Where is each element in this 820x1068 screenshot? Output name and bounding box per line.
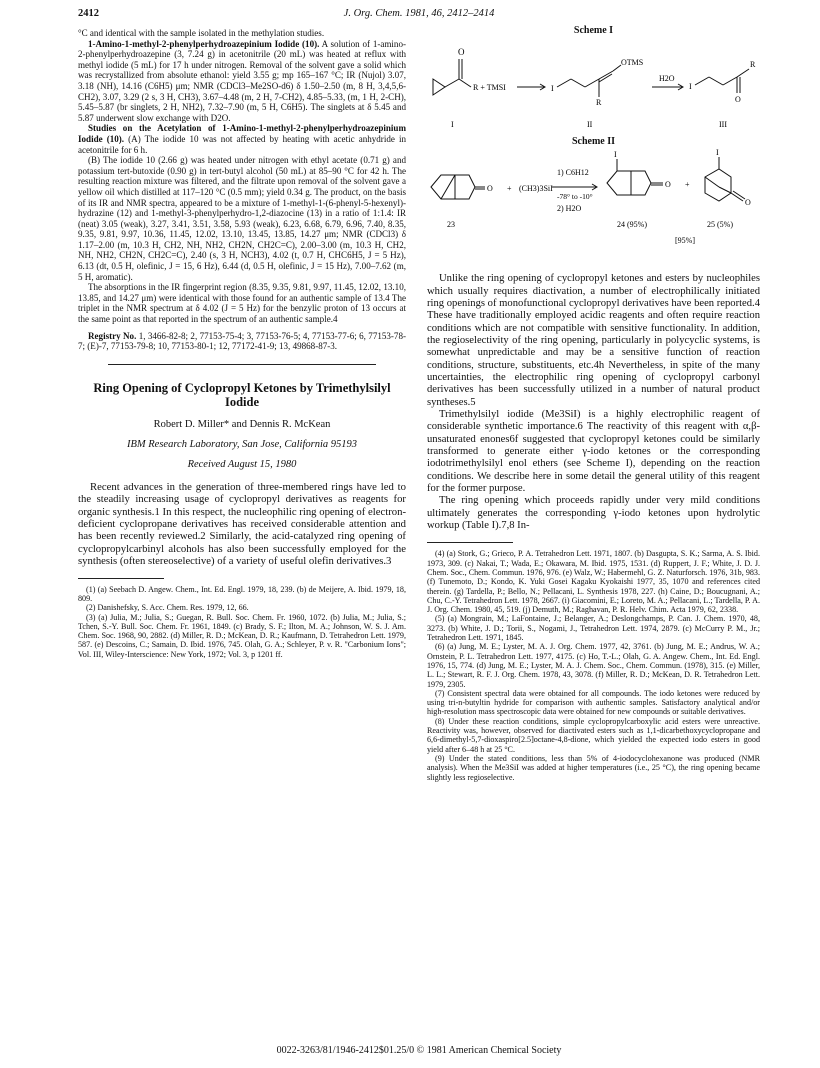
section-title: 1-Amino-1-methyl-2-phenylperhydroazepinium Iodide (10). (88, 38, 320, 49)
body-paragraph: Trimethylsilyl iodide (Me3SiI) is a highly electrophilic reagent of considerable synthetic importance.6 The reactivity of this reagent with α,β-unsaturated enones6f suggested that cyclopropyl ketones could be similarly transformed to generate either γ-iodo ketones or the corresponding iodotrimethylsilyl enol ethers (see Scheme I), depending on the reaction conditions. We describe here in some detail the general utility of this reagent for the former purpose. (427, 408, 760, 495)
journal-citation: J. Org. Chem. 1981, 46, 2412–2414 (343, 8, 495, 19)
registry-list: 1, 3466-82-8; 2, 77153-75-4; 3, 77153-76-5; 4, 77153-77-6; 6, 77153-78-7; (E)-7, 77153-79-8; 10, 77153-80-1; 12, 77172-41-9; 13, 49868-87-3. (78, 330, 406, 352)
page-footer: 0022-3263/81/1946-2412$01.25/0 © 1981 American Chemical Society (276, 1045, 562, 1056)
scheme-1-drawing (427, 37, 760, 137)
paragraph-body: (A) The iodide 10 was not affected by heating with acetic anhydride in acetonitrile for 6 h. (78, 133, 406, 155)
left-footnotes (78, 585, 406, 659)
intro-paragraph: Recent advances in the generation of three-membered rings have led to the steadily increasing usage of cyclopropyl derivatives as reagents for organic synthesis.1 In this respect, the nucleophilic ring opening of electron-deficient cyclopropane derivatives has received considerable attention and has been recently reviewed.2 Similarly, the acid-catalyzed ring opening of cyclopropylcarbinyl alcohols has also been successfully employed for the synthesis (often stereoselective) of a variety of useful olefin derivatives.3 (78, 480, 406, 568)
footnote: (1) (a) Seebach D. Angew. Chem., Int. Ed. Engl. 1979, 18, 239. (b) de Meijere, A. Ibid. 1979, 18, 809. (78, 584, 406, 603)
scheme1-iodo: I (551, 83, 554, 93)
body-paragraph: The ring opening which proceeds rapidly under very mild conditions ultimately generates the corresponding γ-iodo ketones upon hydrolytic workup (Table I).7,8 In- (427, 495, 760, 532)
ketone-o: O (745, 198, 751, 208)
scheme1-reagent: R + TMSI (473, 82, 506, 92)
footnote: (2) Danishefsky, S. Acc. Chem. Res. 1979, 12, 66. (86, 603, 249, 613)
compound-label: 24 (95%) (617, 220, 647, 230)
scheme1-iodo-product: I (689, 81, 692, 91)
compound-label: III (719, 119, 727, 129)
right-column (427, 26, 760, 782)
scheme-2-title: Scheme II (571, 135, 616, 147)
section-title: Studies on the Acetylation of 1-Amino-1-methyl-2-phenylperhydroazepinium Iodide (10). (78, 123, 406, 144)
page-header (78, 8, 760, 22)
scheme2-yield: [95%] (675, 236, 695, 246)
scheme-1 (427, 37, 760, 137)
registry-numbers (78, 331, 406, 352)
right-body (427, 273, 760, 532)
footnote: (8) Under these reaction conditions, simple cyclopropylcarboxylic acid esters were unreactive. Reactivity was, however, observed for diactivated esters such as 1,1-dicarbethoxycyclopropane and 6,6-dimethyl-5,7-dioxaspiro[2.5]octane-4,8-dione, which yielded the expected iodo esters in good yield after 6–48 h at 25 °C. (427, 716, 760, 754)
body-paragraph: Unlike the ring opening of cyclopropyl ketones and esters by nucleophiles which usually requires diactivation, a number of electrophilically initiated ring openings of monofunctional cyclopropyl derivatives have been reported.4 These have traditionally employed acidic reagents and often require reaction conditions which are not compatible with sensitive functionality. In addition, the regioselectivity of the ring opening, particularly in polycyclic systems, is somewhat unpredictable and may be a sensitive function of reaction conditions, structure, substituents, etc.4h Nevertheless, in spite of the many uncertainties, the electrophilic ring opening of cyclopropyl carbonyl derivatives has been successfully utilized in a number of natural product syntheses.5 (427, 273, 760, 408)
scheme2-condition-2: -78° to -10° (557, 192, 593, 202)
footnote: (3) (a) Julia, M.; Julia, S.; Guegan, R. Bull. Soc. Chem. Fr. 1960, 1072. (b) Julia, M.; Julia, S.; Tchen, S.-Y. Bull. Soc. Chem. Fr. 1961, 1849. (c) Brady, S. F.; Ilton, M. A.; Johnson, W. S. J. Am. Chem. Soc. 1968, 90, 2882. (d) Miller, R. D.; McKean, D. R.; Kaufmann, D. Tetrahedron Lett. 1979, 587. (e) Descoins, C.; Samain, D. Ibid. 1976, 745. Olah, G. A.; Schleyer, P. v. R. "Carbonium Ions"; Vol. III, Wiley-Interscience: New York, 1972; Vol. 3, p 1201 ff. (78, 612, 406, 659)
iodo-label: I (716, 148, 719, 158)
ketone-o: O (487, 184, 493, 194)
scheme-2 (427, 147, 760, 269)
intro-text: °C and identical with the sample isolated in the methylation studies. (78, 28, 325, 38)
footnote: (9) Under the stated conditions, less than 5% of 4-iodocyclohexanone was produced (NMR analysis). When the Me3SiI was added at higher temperatures (i.e., 25 °C), the ring opening became slightly less regioselective. (427, 753, 760, 782)
scheme2-condition-3: 2) H2O (557, 204, 582, 214)
footnote-rule (427, 542, 513, 543)
cyclopropane-ring (433, 79, 445, 95)
product-o: O (735, 94, 741, 104)
compound-label: I (451, 119, 454, 129)
scheme1-r2: R (750, 59, 756, 69)
scheme-1-title: Scheme I (573, 25, 614, 36)
page-number: 2412 (78, 8, 99, 19)
left-column (78, 28, 406, 659)
plus-sign: + (507, 184, 512, 194)
footnote-rule (78, 578, 164, 579)
scheme1-r1: R (596, 97, 602, 107)
iodo-label: I (614, 150, 617, 160)
article-intro (78, 481, 406, 568)
ir-paragraph: The absorptions in the IR fingerprint region (8.35, 9.35, 9.81, 9.97, 11.45, 12.02, 13.10, 13.85, and 14.27 μm) were identical with those found for an authentic sample of 13.4 The triplet in the NMR spectrum at δ 4.02 (J = 5 Hz) for the benzylic proton of 13 occurs at the same point as that reported in the spectrum of an authentic sample.4 (78, 282, 406, 325)
compound-label: 23 (447, 220, 455, 230)
experimental-paragraph-10 (78, 39, 406, 124)
scheme-2-drawing (427, 147, 760, 269)
registry-label: Registry No. (88, 330, 137, 341)
ketone-o: O (665, 180, 671, 190)
plus-sign: + (685, 180, 690, 190)
compound-label: 25 (5%) (707, 220, 733, 230)
paragraph-body: A solution of 1-amino-2-phenylperhydroazepine (3, 7.24 g) in acetonitrile (20 mL) was heated at reflux with methyl iodide (5 mL) for 17 h under nitrogen. Removal of the solvent gave a solid which was recrystallized from absolute ethanol: yield 3.55 g; mp 165–167 °C; IR (Nujol) 3.07, 3.18 (NH), 14.16 (C6H5) μm; NMR (CDCl3–Me2SO-d6) δ 1.50–2.50 (m, 8 H, 3,4,5,6-CH2), 3.07, 3.29 (2 s, 3 H, CH3), 3.67–4.48 (m, 2 H, 7-CH2), 4.85–5.33, (m, 1 H, 2-CH), 5.45–5.87 (br singlets, 2 H, NH2), 7.32–7.90 (m, 5 H, C6H5). The singlets at δ 5.45 and 5.87 underwent slow exchange with D2O. (78, 38, 406, 123)
footnote: (7) Consistent spectral data were obtained for all compounds. The iodo ketones were reduced by using tri-n-butyltin hydride for comparison with authentic samples. Satisfactory analytical and/or high-resolution mass spectroscopic data were obtained for new compounds or suitable derivatives. (427, 688, 760, 717)
article-affiliation: IBM Research Laboratory, San Jose, California 95193 (126, 438, 357, 450)
experimental-paragraph-b: (B) The iodide 10 (2.66 g) was heated under nitrogen with ethyl acetate (0.71 g) and potassium tert-butoxide (0.90 g) in tert-butyl alcohol (50 mL) at 85–90 °C for 42 h. The resulting reaction mixture was filtered, and the filtrate upon removal of the solvent gave a yellow oil which distilled at 117–120 °C (0.5 mm); yield 0.34 g. The product, on the basis of its IR and NMR spectra, appeared to be a mixture of 1-methyl-1-(6-phenyl-5-hexenyl)-hydrazine (12) and 1-methyl-3-phenylperhydro-1,2-diazocine (13) in a ratio of 1:1.4: IR (neat) 3.05 (weak), 3.27, 3.41, 3.51, 3.58, 5.93 (weak), 6.23, 6.68, 6.79, 6.96, 7.40, 8.35, 9.35, 9.81, 9.97, 10.36, 11.45, 12.02, 13.10, 13.45, 13.85, 14.27 μm; NMR (CDCl3) δ 1.17–2.00 (m, 10.3 H, CH2, NH, NH2, CH2N, CH2C=C), 2.00–3.00 (m, 10.3 H, CH2, NH, NH2, CH2N, CH2C=C), 2.40 (s, 3 H, NCH3), 4.02 (t, 0.7 H, CHC6H5, J = 5 Hz), 6.13 (dt, 0.5 H, olefinic, J = 15, 6 Hz), 6.44 (d, 0.5 H, olefinic, J = 15 Hz), 7.00–7.62 (m, 5 H, aromatic). (78, 155, 406, 282)
scheme1-h2o: H2O (659, 73, 675, 83)
article-title: Ring Opening of Cyclopropyl Ketones by Trimethylsilyl Iodide (93, 380, 391, 409)
footnote: (6) (a) Jung, M. E.; Lyster, M. A. J. Org. Chem. 1977, 42, 3761. (b) Jung, M. E.; Andrus, W. A.; Ornstein, P. L. Tetrahedron Lett. 1977, 4175. (c) Ho, T.-L.; Olah, G. A. Angew. Chem., Int. Ed. Engl. 1976, 15, 774. (d) Jung, M. E.; Lyster, M. A. J. Chem. Soc., Chem. Commun. (1978), 315. (e) Miller, L. L.; Stewart, R. F. J. Org. Chem. 1978, 43, 3078. (f) Miller, R. D.; McKean, D. R. Tetrahedron Lett. 1979, 2305. (427, 642, 760, 689)
scheme2-condition-1: 1) C6H12 (557, 168, 589, 178)
compound-label: II (587, 119, 593, 129)
footnote: (4) (a) Stork, G.; Grieco, P. A. Tetrahedron Lett. 1971, 1807. (b) Dasgupta, S. K.; Sarma, A. S. Ibid. 1973, 309. (c) Nakai, T.; Wada, E.; Okawara, M. Ibid. 1975, 1531. (d) Ruppert, J. F.; White, J. D. J. Chem. Soc., Chem. Commun. 1976, 976. (e) Walz, W.; Habermehl, G. Z. Naturforsch. 1976, 31b, 983. (f) Tunemoto, D.; Kondo, K. Yuki Gosei Kagaku Kyokaishi 1977, 35, 1070 and references cited therein. (g) Tardella, P.; Bello, N.; Pellacani, L. Synthesis 1978, 227. (h) Caine, D.; Boucugnani, A.; Chu, C.-Y. Tetrahedron Lett. 1978, 2667. (i) Giacomini, E.; Loreto, M. A.; Pellacani, L.; Tardella, P. A. J. Org. Chem. 1980, 45, 519. (j) Demuth, M.; Raghavan, P. R. Helv. Chim. Acta 1979, 62, 2338. (427, 549, 760, 615)
article-authors: Robert D. Miller* and Dennis R. McKean (153, 418, 331, 430)
scheme2-reagent: (CH3)3SiI (519, 184, 553, 194)
article-divider (108, 364, 376, 365)
acetylation-paragraph (78, 123, 406, 155)
received-date: Received August 15, 1980 (187, 458, 297, 470)
scheme1-otms: OTMS (621, 57, 644, 67)
right-footnotes (427, 549, 760, 781)
carbonyl-o: O (458, 46, 465, 57)
footnote: (5) (a) Mongrain, M.; LaFontaine, J.; Belanger, A.; Deslongchamps, P. Can. J. Chem. 1970, 48, 3273. (b) White, J. D.; Torii, S., Nogami, J., Tetrahedron Lett. 1974, 2879. (c) McCurry P. M., Jr.; Tetrahedron Lett. 1971, 1845. (427, 614, 760, 643)
